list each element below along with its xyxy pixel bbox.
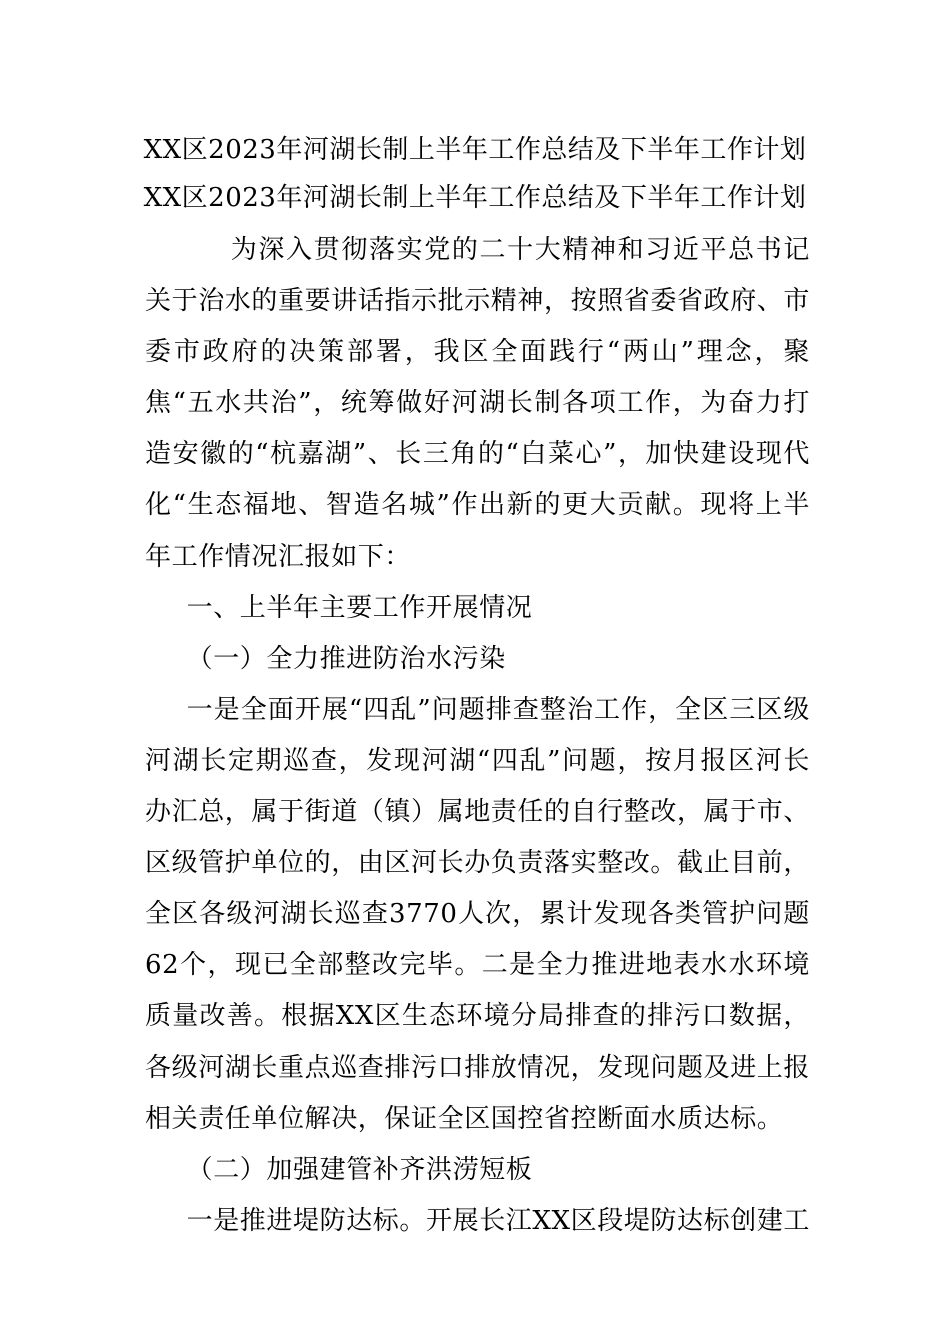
document-title: XX区2023年河湖长制上半年工作总结及下半年工作计划 xyxy=(143,135,807,165)
document-body xyxy=(145,225,810,1247)
subsection-heading-1: （一）全力推进防治水污染 xyxy=(186,643,506,674)
intro-paragraph: 为深入贯彻落实党的二十大精神和习近平总书记关于治水的重要讲话指示批示精神，按照省委省政府、市委市政府的决策部署，我区全面践行“两山”理念，聚焦“五水共治”，统筹做好河湖长制各项工作，为奋力打造安徽的“杭嘉湖”、长三角的“白菜心”，加快建设现代化“生态福地、智造名城”作出新的更大贡献。现将上半年工作情况汇报如下： xyxy=(145,235,811,572)
section-heading: 一、上半年主要工作开展情况 xyxy=(186,592,533,623)
body-paragraph-1: 一是全面开展“四乱”问题排查整治工作，全区三区级河湖长定期巡查，发现河湖“四乱”问题，按月报区河长办汇总，属于街道（镇）属地责任的自行整改，属于市、区级管护单位的，由区河长办负责落实整改。截止目前，全区各级河湖长巡查3770人次，累计发现各类管护问题62个，现已全部整改完毕。二是全力推进地表水水环境质量改善。根据XX区生态环境分局排查的排污口数据，各级河湖长重点巡查排污口排放情况，发现问题及进上报相关责任单位解决，保证全区国控省控断面水质达标。 xyxy=(145,694,811,1134)
subsection-heading-2: （二）加强建管补齐洪涝短板 xyxy=(186,1154,533,1185)
document-title-repeat: XX区2023年河湖长制上半年工作总结及下半年工作计划 xyxy=(143,183,807,213)
body-paragraph-2: 一是推进堤防达标。开展长江XX区段堤防达标创建工 xyxy=(186,1205,811,1236)
